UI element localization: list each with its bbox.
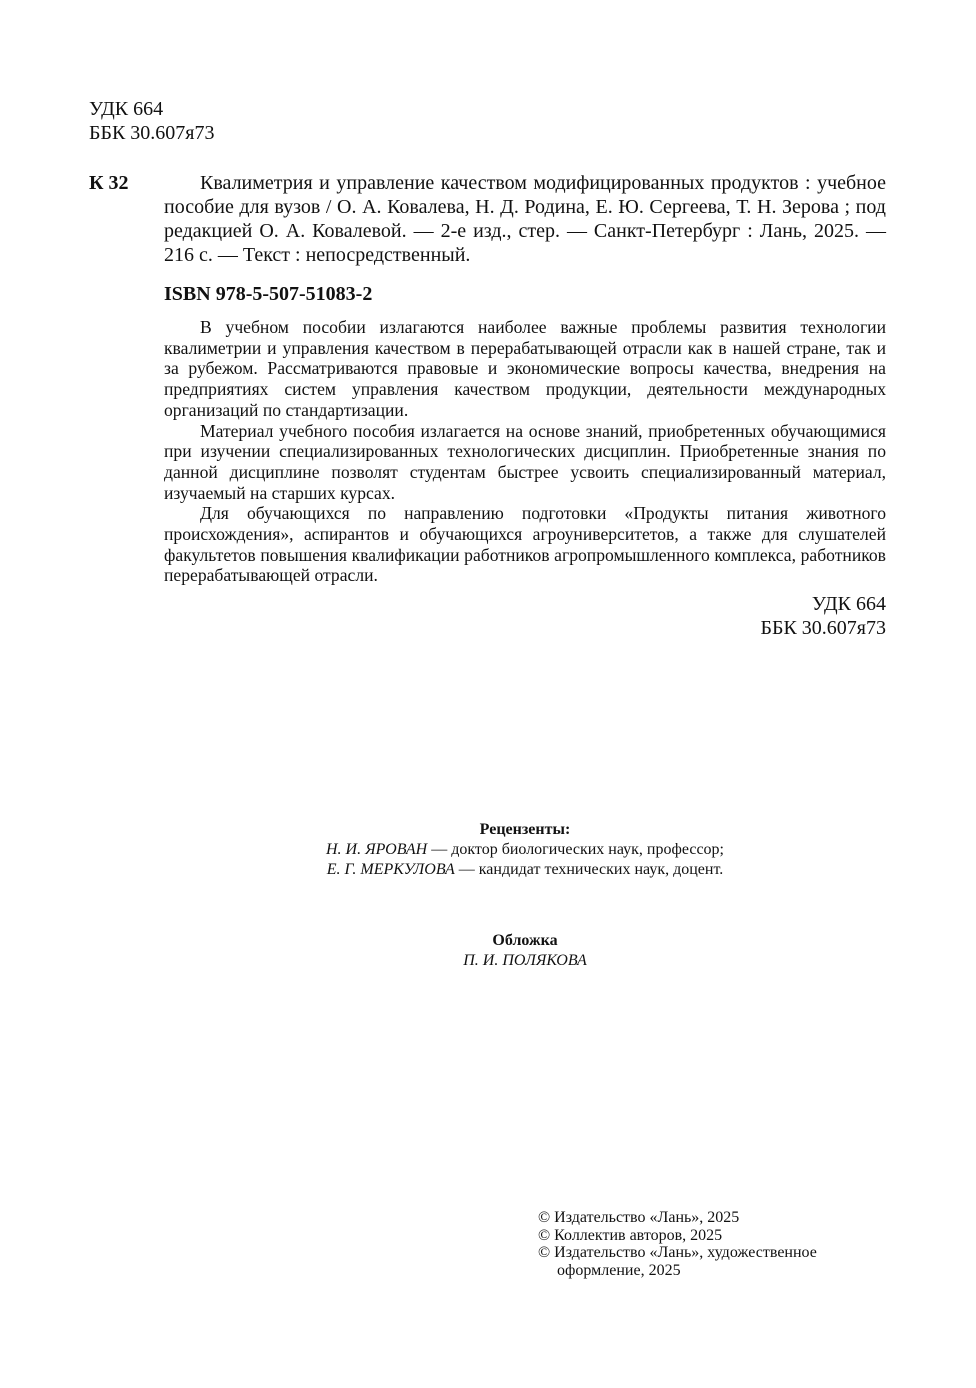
classification-block-bottom	[686, 592, 886, 640]
cover-heading: Обложка	[492, 932, 558, 949]
reviewer-line	[0, 860, 976, 880]
reviewer-role: — кандидат технических наук, доцент.	[454, 861, 724, 878]
udk-code: УДК 664	[811, 593, 886, 615]
reviewer-name: Н. И. ЯРОВАН	[325, 841, 428, 858]
isbn: ISBN 978-5-507-51083-2	[164, 283, 373, 305]
abstract-paragraph: Для обучающихся по направлению подготовки «Продукты питания животного происхождения», аспирантов и обучающихся агроуниверситетов, а также для слушателей факультетов повышения квалификации работников агропромышленного комплекса, работников перерабатывающей отрасли.	[164, 503, 886, 586]
copyright-line: © Издательство «Лань», 2025	[538, 1209, 740, 1226]
copyright-line: оформление, 2025	[557, 1261, 681, 1279]
cover-credit-block	[0, 931, 976, 971]
abstract	[164, 317, 886, 586]
copyright-line: © Издательство «Лань», художественное	[538, 1244, 817, 1261]
classification-block-top	[89, 97, 215, 145]
abstract-paragraph: В учебном пособии излагаются наиболее важные проблемы развития технологии квалиметрии и управления качеством в перерабатывающей отрасли как в нашей стране, так и за рубежом. Рассматриваются правовые и экономические вопросы качества, внедрения на предприятиях систем управления качеством продукции, деятельности международных организаций по стандартизации.	[164, 317, 886, 420]
bbk-code: ББК 30.607я73	[89, 122, 215, 144]
reviewers-block	[0, 820, 976, 880]
bbk-code: ББК 30.607я73	[760, 617, 886, 639]
reviewers-heading: Рецензенты:	[479, 821, 571, 838]
author-sign: К 32	[89, 172, 129, 194]
copyright-block	[538, 1209, 817, 1279]
reviewer-role: — доктор биологических наук, профессор;	[427, 841, 724, 858]
abstract-paragraph: Материал учебного пособия излагается на основе знаний, приобретенных обучающимися при изучении специализированных технологических дисциплин. Приобретенные знания по данной дисциплине позволят студентам быстрее усвоить специализированный материал, изучаемый на старших курсах.	[164, 420, 886, 503]
cover-designer: П. И. ПОЛЯКОВА	[463, 952, 587, 969]
bibliographic-record: Квалиметрия и управление качеством модифицированных продуктов : учебное пособие для вузов / О. А. Ковалева, Н. Д. Родина, Е. Ю. Сергеева, Т. Н. Зерова ; под редакцией О. А. Ковалевой. — 2-е изд., стер. — Санкт-Петербург : Лань, 2025. — 216 с. — Текст : непосредственный.	[164, 172, 886, 266]
reviewer-name: Е. Г. МЕРКУЛОВА	[326, 861, 455, 878]
reviewer-line	[0, 840, 976, 860]
udk-code: УДК 664	[89, 98, 164, 120]
copyright-line: © Коллектив авторов, 2025	[538, 1226, 723, 1244]
